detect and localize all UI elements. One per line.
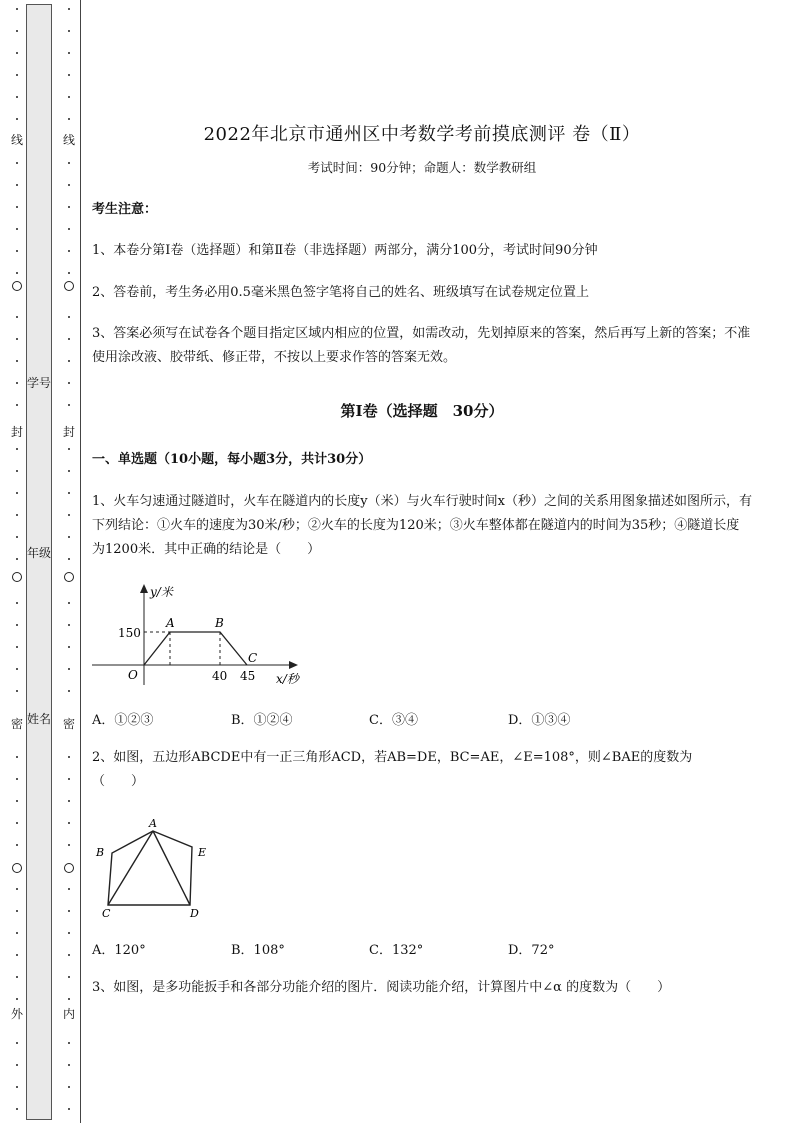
seal-dot xyxy=(16,668,18,670)
seal-dot xyxy=(68,30,70,32)
seal-mark-secret: 密 xyxy=(10,717,23,731)
seal-dot xyxy=(16,514,18,516)
seal-dot xyxy=(16,52,18,54)
seal-dot xyxy=(16,118,18,120)
seal-dot xyxy=(16,1108,18,1110)
seal-dot xyxy=(68,800,70,802)
seal-dot xyxy=(68,382,70,384)
seal-dot xyxy=(68,492,70,494)
option-c[interactable]: C．132° xyxy=(369,943,424,958)
seal-dot xyxy=(68,844,70,846)
seal-dot xyxy=(16,448,18,450)
circle-mark xyxy=(64,572,74,582)
seal-dot xyxy=(68,316,70,318)
seal-dot xyxy=(16,338,18,340)
seal-mark-line: 线 xyxy=(10,133,23,147)
seal-dot xyxy=(16,1086,18,1088)
seal-dot xyxy=(68,1108,70,1110)
seal-dot xyxy=(16,822,18,824)
x-axis-arrow xyxy=(289,661,298,669)
seal-dot xyxy=(16,316,18,318)
vertex-label-b: B xyxy=(96,846,105,859)
question-3-text: 3、如图，是多功能扳手和各部分功能介绍的图片．阅读功能介绍，计算图片中∠α 的度数为（ ） xyxy=(92,980,671,995)
seal-dot xyxy=(16,536,18,538)
origin-label: O xyxy=(128,668,138,682)
seal-dot xyxy=(16,624,18,626)
seal-dot xyxy=(68,822,70,824)
seal-dot xyxy=(68,976,70,978)
part-heading: 一、单选题（10小题，每小题3分，共计30分） xyxy=(92,452,372,467)
notice-item: 2、答卷前，考生务必用0.5毫米黑色签字笔将自己的姓名、班级填写在试卷规定位置上 xyxy=(92,285,589,300)
x-tick-label: 40 xyxy=(212,669,228,683)
seal-dot xyxy=(68,602,70,604)
x-tick-label: 45 xyxy=(240,669,256,683)
seal-dot xyxy=(16,910,18,912)
notice-heading: 考生注意： xyxy=(92,202,158,217)
seal-dot xyxy=(68,1042,70,1044)
inner-seal-line xyxy=(62,0,76,1123)
option-a[interactable]: A．120° xyxy=(92,943,146,958)
exam-info: 考试时间：90分钟；命题人：数学教研组 xyxy=(307,160,537,175)
seal-dot xyxy=(16,954,18,956)
seal-mark-seal: 封 xyxy=(62,425,75,439)
seal-dot xyxy=(68,206,70,208)
grade-label: 年级 xyxy=(26,546,51,560)
name-label: 姓名 xyxy=(26,712,51,726)
seal-dot xyxy=(68,624,70,626)
option-b[interactable]: B．108° xyxy=(231,943,285,958)
seal-dot xyxy=(16,1064,18,1066)
seal-dot xyxy=(16,602,18,604)
seal-dot xyxy=(16,74,18,76)
seal-mark-secret: 密 xyxy=(62,717,75,731)
vertex-label-d: D xyxy=(190,907,199,920)
seal-dot xyxy=(16,250,18,252)
seal-dot xyxy=(68,74,70,76)
seal-dot xyxy=(68,470,70,472)
seal-dot xyxy=(68,932,70,934)
seal-dot xyxy=(16,30,18,32)
seal-dot xyxy=(68,778,70,780)
student-id-label: 学号 xyxy=(26,376,51,390)
circle-mark xyxy=(64,863,74,873)
seal-dot xyxy=(68,668,70,670)
seal-dot xyxy=(16,998,18,1000)
seal-dot xyxy=(16,1042,18,1044)
circle-mark xyxy=(64,281,74,291)
option-c[interactable]: C．③④ xyxy=(369,713,418,728)
notice-item: 1、本卷分第Ⅰ卷（选择题）和第Ⅱ卷（非选择题）两部分，满分100分，考试时间90分钟 xyxy=(92,243,598,258)
seal-dot xyxy=(68,888,70,890)
seal-dot xyxy=(16,96,18,98)
x-axis-label: x/秒 xyxy=(276,672,299,686)
seal-dot xyxy=(68,1086,70,1088)
graph-line xyxy=(144,632,247,665)
seal-dot xyxy=(68,52,70,54)
seal-dot xyxy=(68,998,70,1000)
seal-dot xyxy=(68,756,70,758)
vertex-label-a: A xyxy=(149,817,157,830)
seal-mark-outer: 外 xyxy=(10,1007,23,1021)
seal-dot xyxy=(68,404,70,406)
seal-dot xyxy=(16,888,18,890)
seal-dot xyxy=(16,184,18,186)
seal-mark-seal: 封 xyxy=(10,425,23,439)
seal-dot xyxy=(16,492,18,494)
seal-dot xyxy=(68,910,70,912)
point-label-a: A xyxy=(166,616,175,630)
binding-strip xyxy=(26,4,52,1120)
notice-item: 3、答案必须写在试卷各个题目指定区域内相应的位置，如需改动，先划掉原来的答案，然后再写上新的答案；不准使用涂改液、胶带纸、修正带，不按以上要求作答的答案无效。 xyxy=(92,326,751,365)
seal-mark-inner: 内 xyxy=(62,1007,75,1021)
seal-dot xyxy=(68,1064,70,1066)
seal-dot xyxy=(16,756,18,758)
seal-dot xyxy=(16,162,18,164)
seal-dot xyxy=(16,646,18,648)
seal-dot xyxy=(16,228,18,230)
seal-dot xyxy=(16,382,18,384)
option-b[interactable]: B．①②④ xyxy=(231,713,293,728)
y-axis-label: y/米 xyxy=(150,585,173,599)
seal-dot xyxy=(68,558,70,560)
circle-mark xyxy=(12,572,22,582)
seal-dot xyxy=(16,272,18,274)
seal-dot xyxy=(68,646,70,648)
circle-mark xyxy=(12,281,22,291)
seal-dot xyxy=(16,932,18,934)
vertex-label-e: E xyxy=(198,846,207,859)
seal-dot xyxy=(68,184,70,186)
seal-dot xyxy=(68,250,70,252)
pentagon xyxy=(108,831,192,905)
seal-dot xyxy=(16,360,18,362)
seal-dot xyxy=(68,228,70,230)
seal-dot xyxy=(68,514,70,516)
circle-mark xyxy=(12,863,22,873)
seal-dot xyxy=(68,162,70,164)
seal-dot xyxy=(16,206,18,208)
vertex-label-c: C xyxy=(102,907,111,920)
seal-dot xyxy=(16,470,18,472)
point-label-c: C xyxy=(248,651,258,665)
seal-dot xyxy=(16,844,18,846)
seal-dot xyxy=(16,404,18,406)
seal-dot xyxy=(68,338,70,340)
binding-border xyxy=(80,0,81,1123)
option-a[interactable]: A．①②③ xyxy=(92,713,154,728)
seal-dot xyxy=(16,976,18,978)
seal-dot xyxy=(68,690,70,692)
page-title: 2022年北京市通州区中考数学考前摸底测评 卷（Ⅱ） xyxy=(203,124,641,145)
seal-dot xyxy=(68,272,70,274)
seal-dot xyxy=(68,118,70,120)
point-label-b: B xyxy=(215,616,224,630)
question-1-graph xyxy=(92,580,312,690)
seal-mark-line: 线 xyxy=(62,133,75,147)
section-title: 第Ⅰ卷（选择题 30分） xyxy=(340,402,504,420)
seal-dot xyxy=(16,778,18,780)
y-tick-label: 150 xyxy=(118,626,141,640)
seal-dot xyxy=(68,954,70,956)
seal-dot xyxy=(68,536,70,538)
option-d[interactable]: D．①③④ xyxy=(508,713,571,728)
option-d[interactable]: D．72° xyxy=(508,943,555,958)
triangle-side-ad xyxy=(153,831,190,905)
question-2-text: 2、如图，五边形ABCDE中有一正三角形ACD，若AB=DE，BC=AE，∠E=108°，则∠BAE的度数为（ ） xyxy=(92,750,693,789)
seal-dot xyxy=(16,690,18,692)
seal-dot xyxy=(68,448,70,450)
question-2-figure xyxy=(92,815,222,920)
triangle-side-ac xyxy=(108,831,153,905)
y-axis-arrow xyxy=(140,584,148,593)
outer-seal-line xyxy=(10,0,24,1123)
seal-dot xyxy=(16,8,18,10)
seal-dot xyxy=(16,800,18,802)
seal-dot xyxy=(68,8,70,10)
seal-dot xyxy=(68,96,70,98)
seal-dot xyxy=(68,360,70,362)
seal-dot xyxy=(16,558,18,560)
question-1-text: 1、火车匀速通过隧道时，火车在隧道内的长度y（米）与火车行驶时间x（秒）之间的关系用图象描述如图所示，有下列结论：①火车的速度为30米/秒；②火车的长度为120米；③火车整体都在隧道内的时间为35秒；④隧道长度为1200米．其中正确的结论是（ ） xyxy=(92,494,752,557)
